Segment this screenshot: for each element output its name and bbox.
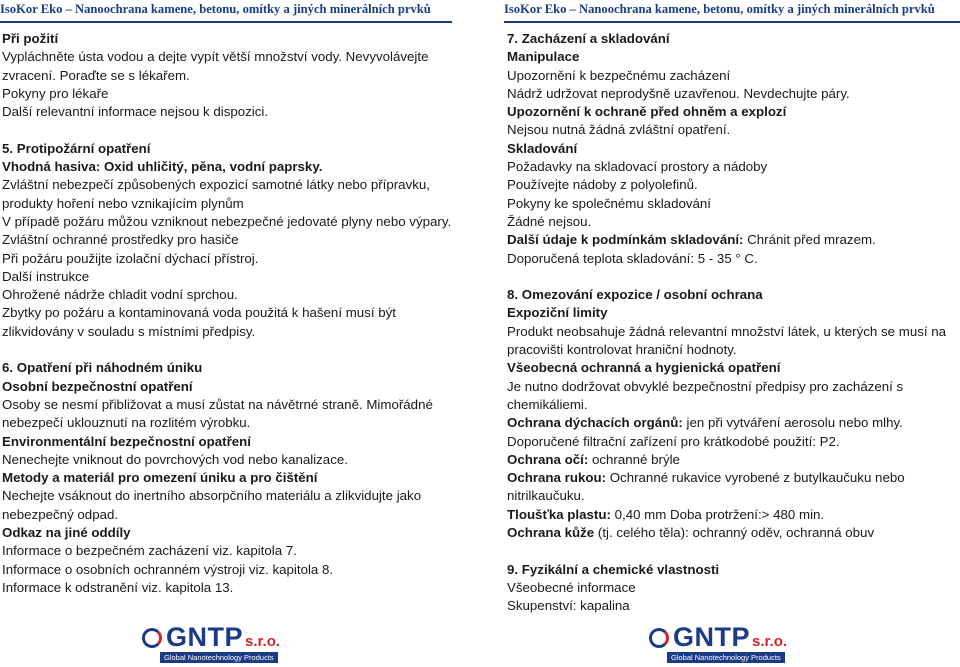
- section-heading: Skladování: [507, 140, 578, 156]
- text-line: Nenechejte vniknout do povrchových vod nebo kanalizace.: [2, 451, 348, 467]
- line-text: 0,40 mm Doba protržení:> 480 min.: [610, 506, 825, 522]
- line-label: Ochrana rukou:: [507, 470, 607, 486]
- section-heading: Metody a materiál pro omezení úniku a pro čištění: [2, 470, 318, 486]
- logo-ring-icon: [142, 628, 162, 648]
- logo-tagline: Global Nanotechnology Products: [667, 652, 785, 663]
- blank-line: [2, 341, 472, 359]
- text-line: nitrilkaučuku.: [507, 488, 585, 504]
- section-heading: Environmentální bezpečnostní opatření: [2, 433, 251, 449]
- text-line: Ohrožené nádrže chladit vodní sprchou.: [2, 287, 238, 303]
- line-label: Ochrana očí:: [507, 451, 589, 467]
- text-line: Informace o bezpečném zacházení viz. kapitola 7.: [2, 543, 297, 559]
- section-heading: Manipulace: [507, 49, 580, 65]
- logo-name: GNTP: [166, 622, 244, 652]
- section-heading: 8. Omezování expozice / osobní ochrana: [507, 287, 763, 303]
- text-line: [507, 506, 959, 524]
- section-heading: Odkaz na jiné oddíly: [2, 525, 131, 541]
- text-line: zlikvidovány v souladu s místními předpisy.: [2, 323, 256, 339]
- logo-tagline: Global Nanotechnology Products: [160, 652, 278, 663]
- text-line: Nádrž udržovat neprodyšně uzavřenou. Nevdechujte páry.: [507, 85, 850, 101]
- section-heading: Osobní bezpečnostní opatření: [2, 378, 193, 394]
- line-label: Další údaje k podmínkám skladování:: [507, 232, 744, 248]
- text-line: Upozornění k bezpečnému zacházení: [507, 67, 731, 83]
- text-line: Všeobecné informace: [507, 579, 636, 595]
- text-line: Nejsou nutná žádná zvláštní opatření.: [507, 122, 731, 138]
- text-line: Požadavky na skladovací prostory a nádoby: [507, 159, 768, 175]
- blank-line: [507, 542, 959, 560]
- text-line: Informace k odstranění viz. kapitola 13.: [2, 579, 234, 595]
- text-line: Pokyny ke společnému skladování: [507, 195, 711, 211]
- text-line: Osoby se nesmí přibližovat a musí zůstat na návětrné straně. Mimořádné: [2, 396, 433, 412]
- text-line: chemikáliemi.: [507, 396, 588, 412]
- right-page: [480, 0, 960, 667]
- line-label: Ochrana dýchacích orgánů:: [507, 415, 683, 431]
- blank-line: [507, 268, 959, 286]
- section-heading: 5. Protipožární opatření: [2, 140, 151, 156]
- text-line: Zvláštní ochranné prostředky pro hasiče: [2, 232, 239, 248]
- text-line: zvracení. Poraďte se s lékařem.: [2, 67, 190, 83]
- line-text: jen při vytváření aerosolu nebo mlhy.: [682, 415, 903, 431]
- text-line: Skupenství: kapalina: [507, 598, 630, 614]
- text-line: pracovišti kontrolovat hraniční hodnoty.: [507, 342, 737, 358]
- page-header: IsoKor Eko – Nanoochrana kamene, betonu, omítky a jiných minerálních prvků: [0, 0, 452, 23]
- section-heading: 6. Opatření při náhodném úniku: [2, 360, 203, 376]
- text-line: Produkt neobsahuje žádná relevantní množství látek, u kterých se musí na: [507, 323, 947, 339]
- text-line: Zvláštní nebezpečí způsobených expozicí samotné látky nebo přípravku,: [2, 177, 430, 193]
- text-line: Zbytky po požáru a kontaminovaná voda použitá k hašení musí být: [2, 305, 396, 321]
- text-line: [507, 451, 959, 469]
- section-heading: Všeobecná ochranná a hygienická opatření: [507, 360, 781, 376]
- text-line: Žádné nejsou.: [507, 213, 592, 229]
- text-line: Doporučené filtrační zařízení pro krátkodobé použití: P2.: [507, 433, 840, 449]
- text-line: [507, 231, 959, 249]
- text-line: Další relevantní informace nejsou k dispozici.: [2, 104, 269, 120]
- section-heading: 9. Fyzikální a chemické vlastnosti: [507, 561, 720, 577]
- text-line: Používejte nádoby z polyolefinů.: [507, 177, 698, 193]
- text-line: nebezpečný odpad.: [2, 506, 119, 522]
- text-line: Další instrukce: [2, 268, 90, 284]
- left-page-content: [2, 30, 472, 597]
- text-line: V případě požáru můžou vzniknout nebezpečné jedovaté plyny nebo výpary.: [2, 213, 452, 229]
- gntp-logo: [649, 623, 787, 663]
- section-heading: Expoziční limity: [507, 305, 608, 321]
- text-line: nebezpečí uklouznutí na rozlitém výrobku.: [2, 415, 251, 431]
- line-label: Ochrana kůže: [507, 525, 595, 541]
- text-line: [507, 469, 959, 487]
- gntp-logo: [142, 623, 280, 663]
- right-page-content: [507, 30, 959, 616]
- text-line: Nechejte vsáknout do inertního absorpčního materiálu a zlikvidujte jako: [2, 488, 422, 504]
- text-line: Doporučená teplota skladování: 5 - 35 ° C.: [507, 250, 758, 266]
- text-line: Pokyny pro lékaře: [2, 85, 109, 101]
- line-text: Ochranné rukavice vyrobené z butylkaučuku nebo: [606, 470, 905, 486]
- section-heading: Při požití: [2, 31, 59, 46]
- logo-ring-icon: [649, 628, 669, 648]
- logo-suffix: s.r.o.: [245, 633, 281, 650]
- page-header: IsoKor Eko – Nanoochrana kamene, betonu, omítky a jiných minerálních prvků: [504, 0, 960, 23]
- text-line: Vypláchněte ústa vodou a dejte vypít větší množství vody. Nevyvolávejte: [2, 49, 429, 65]
- logo-name: GNTP: [673, 622, 751, 652]
- text-line: Informace o osobních ochranném výstroji viz. kapitola 8.: [2, 561, 334, 577]
- section-heading: Upozornění k ochraně před ohněm a explozí: [507, 104, 787, 120]
- text-line: produkty hoření nebo vznikajícím plynům: [2, 195, 244, 211]
- text-line: Je nutno dodržovat obvyklé bezpečnostní předpisy pro zacházení s: [507, 378, 904, 394]
- line-text: (tj. celého těla): ochranný oděv, ochranná obuv: [594, 525, 875, 541]
- line-text: ochranné brýle: [588, 451, 680, 467]
- text-line: [507, 414, 959, 432]
- line-label: Tloušťka plastu:: [507, 506, 611, 522]
- logo-suffix: s.r.o.: [752, 633, 788, 650]
- section-heading: Vhodná hasiva: Oxid uhličitý, pěna, vodní paprsky.: [2, 159, 323, 175]
- text-line: [507, 524, 959, 542]
- blank-line: [2, 121, 472, 139]
- section-heading: 7. Zacházení a skladování: [507, 31, 670, 46]
- line-text: Chránit před mrazem.: [743, 232, 876, 248]
- text-line: Při požáru použijte izolační dýchací přístroj.: [2, 250, 259, 266]
